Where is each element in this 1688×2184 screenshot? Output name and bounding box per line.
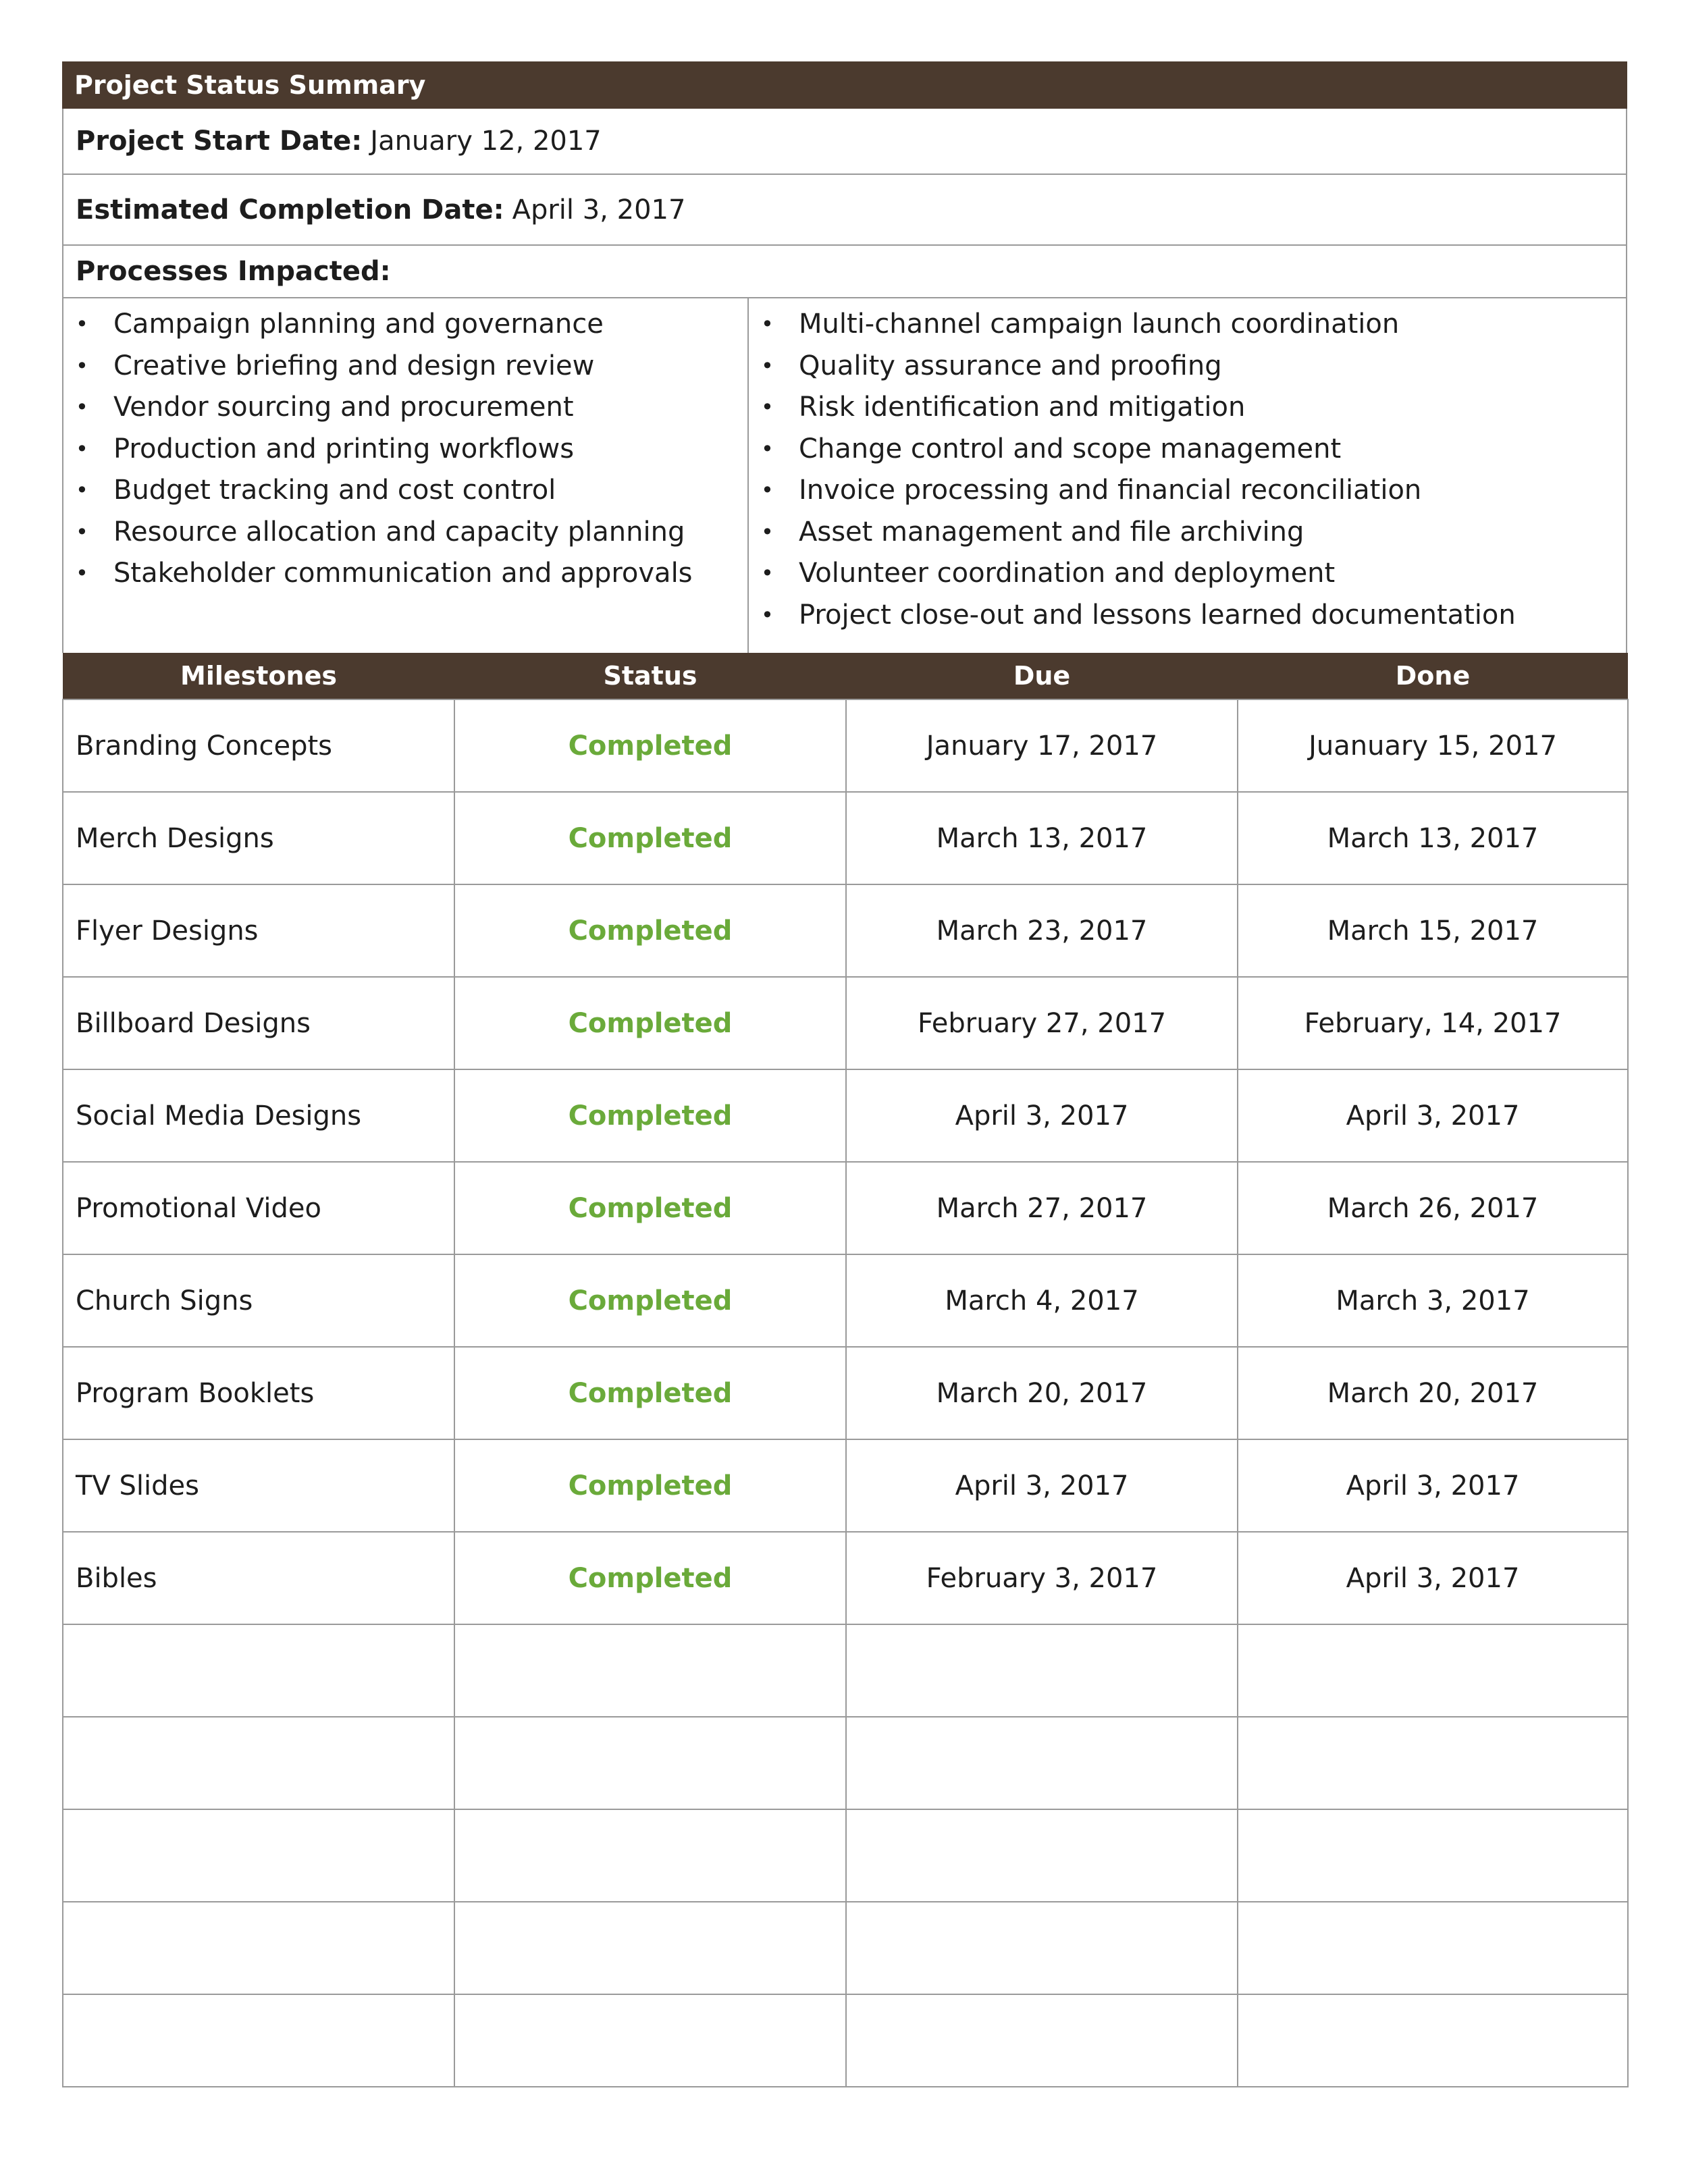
done-date-cell: March 20, 2017: [1238, 1347, 1628, 1439]
process-item: [63, 304, 747, 346]
milestone-name: [63, 1624, 454, 1717]
table-row: [63, 1532, 1628, 1624]
process-item: [63, 553, 747, 595]
done-date-cell: [1238, 1994, 1628, 2087]
bullet-icon: •: [76, 518, 88, 545]
project-status-summary: [62, 61, 1627, 2087]
completion-date-value: April 3, 2017: [512, 194, 686, 225]
process-text: Risk identification and mitigation: [799, 392, 1246, 423]
done-date-cell: April 3, 2017: [1238, 1532, 1628, 1624]
summary-title: Project Status Summary: [62, 61, 1627, 109]
done-date-cell: February, 14, 2017: [1238, 977, 1628, 1069]
process-item: [63, 346, 747, 388]
bullet-icon: •: [76, 394, 88, 420]
table-row: [63, 1624, 1628, 1717]
table-row: [63, 1254, 1628, 1347]
start-date-value: January 12, 2017: [370, 126, 602, 157]
table-row: [63, 699, 1628, 792]
process-item: [749, 512, 1626, 554]
process-item: [63, 512, 747, 554]
bullet-icon: •: [761, 394, 774, 420]
header-due: Due: [846, 653, 1238, 699]
bullet-icon: •: [76, 477, 88, 503]
status-cell: Completed: [454, 1254, 846, 1347]
table-row: [63, 884, 1628, 977]
process-item: [749, 346, 1626, 388]
process-item: [63, 470, 747, 512]
process-text: Quality assurance and proofing: [799, 350, 1222, 381]
status-cell: [454, 1809, 846, 1902]
table-row: [63, 1717, 1628, 1809]
completion-date-label: Estimated Completion Date:: [76, 194, 504, 225]
bullet-icon: •: [761, 560, 774, 586]
process-item: [63, 387, 747, 429]
start-date-label: Project Start Date:: [76, 126, 363, 157]
due-date-cell: April 3, 2017: [846, 1069, 1238, 1162]
milestone-name: Billboard Designs: [63, 977, 454, 1069]
milestone-name: Flyer Designs: [63, 884, 454, 977]
status-cell: Completed: [454, 1532, 846, 1624]
due-date-cell: [846, 1902, 1238, 1994]
bullet-icon: •: [76, 352, 88, 379]
done-date-cell: March 26, 2017: [1238, 1162, 1628, 1254]
processes-row: [62, 246, 1627, 298]
table-row: [63, 1809, 1628, 1902]
process-text: Stakeholder communication and approvals: [113, 558, 693, 589]
process-text: Change control and scope management: [799, 433, 1342, 464]
done-date-cell: [1238, 1902, 1628, 1994]
due-date-cell: March 4, 2017: [846, 1254, 1238, 1347]
completion-date-row: [62, 175, 1627, 246]
process-item: [749, 470, 1626, 512]
due-date-cell: March 20, 2017: [846, 1347, 1238, 1439]
status-cell: Completed: [454, 1347, 846, 1439]
bullet-icon: •: [76, 311, 88, 337]
done-date-cell: April 3, 2017: [1238, 1439, 1628, 1532]
status-cell: [454, 1717, 846, 1809]
table-row: [63, 792, 1628, 884]
header-milestones: Milestones: [63, 653, 454, 699]
process-item: [749, 595, 1626, 637]
process-text: Resource allocation and capacity planning: [113, 516, 685, 548]
process-text: Volunteer coordination and deployment: [799, 558, 1336, 589]
status-cell: [454, 1624, 846, 1717]
status-cell: Completed: [454, 792, 846, 884]
status-cell: [454, 1902, 846, 1994]
bullet-icon: •: [761, 477, 774, 503]
bullet-icon: •: [761, 602, 774, 628]
status-cell: Completed: [454, 1162, 846, 1254]
due-date-cell: March 23, 2017: [846, 884, 1238, 977]
status-cell: Completed: [454, 699, 846, 792]
milestone-name: Bibles: [63, 1532, 454, 1624]
process-item: [749, 387, 1626, 429]
milestone-name: TV Slides: [63, 1439, 454, 1532]
table-row: [63, 1902, 1628, 1994]
done-date-cell: [1238, 1717, 1628, 1809]
bullet-icon: •: [76, 560, 88, 586]
processes-list-right: [749, 298, 1626, 653]
process-text: Vendor sourcing and procurement: [113, 392, 574, 423]
table-row: [63, 1439, 1628, 1532]
status-cell: Completed: [454, 884, 846, 977]
done-date-cell: March 13, 2017: [1238, 792, 1628, 884]
status-cell: Completed: [454, 1069, 846, 1162]
milestones-body: [63, 699, 1628, 2087]
done-date-cell: [1238, 1809, 1628, 1902]
table-row: [63, 1347, 1628, 1439]
due-date-cell: [846, 1809, 1238, 1902]
milestone-name: Church Signs: [63, 1254, 454, 1347]
done-date-cell: [1238, 1624, 1628, 1717]
process-item: [749, 429, 1626, 471]
milestone-name: Social Media Designs: [63, 1069, 454, 1162]
process-item: [749, 304, 1626, 346]
due-date-cell: [846, 1994, 1238, 2087]
done-date-cell: April 3, 2017: [1238, 1069, 1628, 1162]
status-cell: Completed: [454, 1439, 846, 1532]
due-date-cell: [846, 1717, 1238, 1809]
due-date-cell: January 17, 2017: [846, 699, 1238, 792]
bullet-icon: •: [761, 352, 774, 379]
due-date-cell: April 3, 2017: [846, 1439, 1238, 1532]
bullet-icon: •: [761, 311, 774, 337]
table-row: [63, 1069, 1628, 1162]
bullet-icon: •: [76, 435, 88, 462]
milestone-name: [63, 1809, 454, 1902]
milestones-header-row: [63, 653, 1628, 699]
header-done: Done: [1238, 653, 1628, 699]
bullet-icon: •: [761, 518, 774, 545]
milestone-name: [63, 1902, 454, 1994]
start-date-row: [62, 109, 1627, 175]
process-item: [749, 553, 1626, 595]
processes-list-left: [63, 298, 749, 653]
milestone-name: Branding Concepts: [63, 699, 454, 792]
process-text: Production and printing workflows: [113, 433, 575, 464]
milestones-table: [62, 653, 1629, 2087]
status-cell: Completed: [454, 977, 846, 1069]
milestone-name: Program Booklets: [63, 1347, 454, 1439]
done-date-cell: March 15, 2017: [1238, 884, 1628, 977]
bullet-icon: •: [761, 435, 774, 462]
done-date-cell: March 3, 2017: [1238, 1254, 1628, 1347]
status-cell: [454, 1994, 846, 2087]
process-text: Multi-channel campaign launch coordination: [799, 309, 1400, 340]
table-row: [63, 1994, 1628, 2087]
processes-lists: [62, 298, 1627, 653]
due-date-cell: February 3, 2017: [846, 1532, 1238, 1624]
due-date-cell: [846, 1624, 1238, 1717]
process-text: Asset management and file archiving: [799, 516, 1304, 548]
due-date-cell: March 27, 2017: [846, 1162, 1238, 1254]
milestone-name: Merch Designs: [63, 792, 454, 884]
process-text: Creative briefing and design review: [113, 350, 595, 381]
process-text: Budget tracking and cost control: [113, 475, 556, 506]
table-row: [63, 977, 1628, 1069]
process-text: Invoice processing and financial reconciliation: [799, 475, 1422, 506]
milestone-name: Promotional Video: [63, 1162, 454, 1254]
milestone-name: [63, 1994, 454, 2087]
header-status: Status: [454, 653, 846, 699]
process-text: Campaign planning and governance: [113, 309, 604, 340]
processes-label: Processes Impacted:: [76, 256, 391, 287]
process-text: Project close-out and lessons learned documentation: [799, 599, 1516, 631]
due-date-cell: March 13, 2017: [846, 792, 1238, 884]
due-date-cell: February 27, 2017: [846, 977, 1238, 1069]
table-row: [63, 1162, 1628, 1254]
milestone-name: [63, 1717, 454, 1809]
process-item: [63, 429, 747, 471]
done-date-cell: Juanuary 15, 2017: [1238, 699, 1628, 792]
